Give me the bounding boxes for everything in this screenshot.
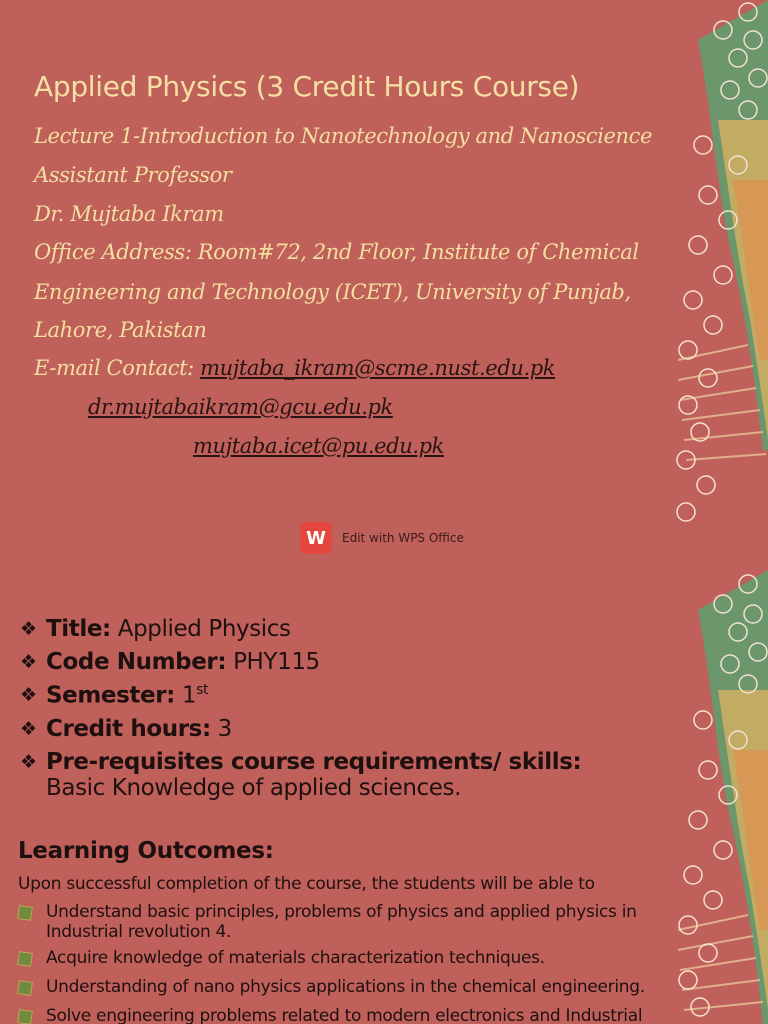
- email-link-3[interactable]: mujtaba.icet@pu.edu.pk: [193, 434, 444, 458]
- square-bullet-icon: [17, 980, 33, 996]
- diamond-bullet-icon: ❖: [20, 750, 37, 773]
- learning-outcomes-heading: Learning Outcomes:: [18, 838, 274, 864]
- item-superscript: st: [196, 682, 209, 698]
- diamond-bullet-icon: ❖: [20, 618, 37, 640]
- course-info-slide: [0, 570, 768, 1024]
- diamond-bullet-icon: ❖: [20, 717, 37, 740]
- item-label: Title:: [46, 616, 111, 642]
- list-item: [20, 616, 640, 642]
- outcome-text: Understand basic principles, problems of physics and applied physics in Industrial revolution 4.: [46, 902, 637, 942]
- email-line-2: [88, 395, 393, 419]
- lecture-title: Lecture 1-Introduction to Nanotechnology and Nanoscience: [34, 124, 653, 148]
- wps-watermark-text: Edit with WPS Office: [342, 531, 464, 545]
- office-address-line-2: Engineering and Technology (ICET), University of Punjab,: [34, 280, 631, 304]
- square-bullet-icon: [17, 951, 33, 967]
- diamond-bullet-icon: ❖: [20, 684, 37, 706]
- wps-watermark[interactable]: [300, 522, 464, 554]
- item-value: Applied Physics: [110, 616, 291, 642]
- item-label: Code Number:: [46, 649, 227, 675]
- list-item: [20, 682, 640, 709]
- item-label: Semester:: [46, 682, 175, 709]
- item-label: Pre-requisites course requirements/ skills:: [46, 748, 582, 775]
- email-line-3: [193, 434, 444, 458]
- position-text: Assistant Professor: [34, 163, 232, 187]
- item-label: Credit hours:: [46, 715, 211, 742]
- item-value: 3: [210, 715, 232, 742]
- email-link-1[interactable]: mujtaba_ikram@scme.nust.edu.pk: [200, 356, 556, 380]
- outcomes-intro: Upon successful completion of the course, the students will be able to: [18, 874, 595, 894]
- wps-logo-icon: W: [300, 522, 332, 554]
- diamond-bullet-icon: ❖: [20, 651, 37, 673]
- item-value: Basic Knowledge of applied sciences.: [46, 774, 461, 801]
- square-bullet-icon: [17, 905, 33, 921]
- instructor-name: Dr. Mujtaba Ikram: [34, 202, 224, 226]
- list-item: [18, 948, 658, 971]
- outcomes-list: [18, 902, 658, 1024]
- list-item: [18, 1006, 658, 1024]
- list-item: [20, 716, 640, 742]
- course-info-list: [20, 616, 640, 808]
- slide-title: Applied Physics (3 Credit Hours Course): [34, 70, 580, 103]
- email-label: E-mail Contact:: [34, 356, 201, 380]
- email-contact: [34, 356, 555, 380]
- floral-decoration: [638, 0, 768, 560]
- outcome-text: Understanding of nano physics applications in the chemical engineering.: [46, 977, 645, 997]
- list-item: [18, 977, 658, 1000]
- email-link-2[interactable]: dr.mujtabaikram@gcu.edu.pk: [88, 395, 393, 419]
- item-value: PHY115: [226, 649, 320, 675]
- list-item: [18, 902, 658, 942]
- item-value: 1: [174, 682, 197, 709]
- outcome-text: Solve engineering problems related to modern electronics and Industrial: [46, 1006, 643, 1024]
- office-address-line-1: Office Address: Room#72, 2nd Floor, Institute of Chemical: [34, 240, 639, 264]
- office-address-line-3: Lahore, Pakistan: [34, 318, 207, 342]
- outcome-text: Acquire knowledge of materials characterization techniques.: [46, 948, 545, 968]
- square-bullet-icon: [17, 1009, 33, 1024]
- list-item: [20, 649, 640, 675]
- list-item: [20, 749, 640, 801]
